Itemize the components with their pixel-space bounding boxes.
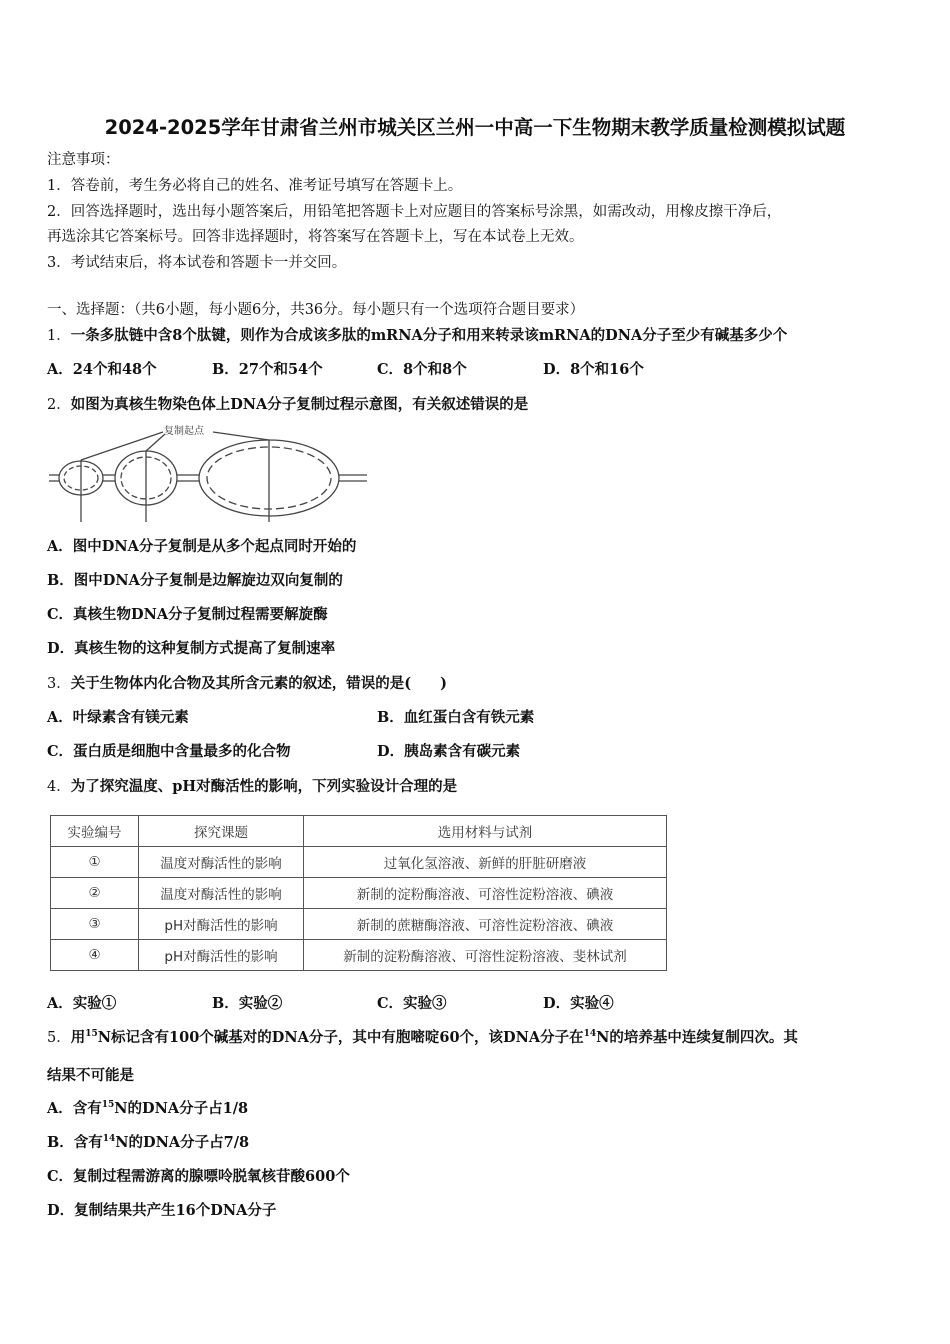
option-key: B．: [47, 572, 74, 589]
table-cell: 温度对酶活性的影响: [139, 847, 304, 878]
option-text: 胰岛素含有碳元素: [404, 743, 521, 760]
option-key: D．: [47, 1202, 75, 1219]
question-text: 如图为真核生物染色体上DNA分子复制过程示意图，有关叙述错误的是: [70, 396, 529, 413]
option-key: B．: [377, 709, 404, 726]
isotope-superscript: 15: [101, 1100, 115, 1110]
question-number: 3．: [47, 676, 71, 692]
q2-option-b[interactable]: [47, 571, 343, 591]
option-text: 24个和48个: [72, 361, 157, 378]
dna-replication-diagram: [47, 420, 377, 524]
table-header: 选用材料与试剂: [304, 816, 667, 847]
question-3-stem: [47, 674, 447, 694]
question-text: 一条多肽链中含8个肽键，则作为合成该多肽的mRNA分子和用来转录该mRNA的DNA分子至少有碱基多少个: [70, 327, 788, 344]
question-number: 2．: [47, 397, 71, 413]
question-number: 5．: [47, 1030, 71, 1046]
table-cell: pH对酶活性的影响: [139, 909, 304, 940]
table-cell: 新制的淀粉酶溶液、可溶性淀粉溶液、斐林试剂: [304, 940, 667, 971]
option-text: N的DNA分子占1/8: [114, 1100, 249, 1117]
q3-option-b[interactable]: [377, 708, 534, 728]
option-text: N的DNA分子占7/8: [115, 1134, 250, 1151]
q5-option-a[interactable]: [47, 1099, 248, 1119]
option-text: 27个和54个: [238, 361, 323, 378]
table-cell: ①: [51, 847, 139, 878]
table-header: 探究课题: [139, 816, 304, 847]
table-header: 实验编号: [51, 816, 139, 847]
table-cell: 新制的淀粉酶溶液、可溶性淀粉溶液、碘液: [304, 878, 667, 909]
option-key: C．: [47, 743, 74, 760]
option-text: 实验④: [570, 995, 614, 1012]
question-text: 为了探究温度、pH对酶活性的影响，下列实验设计合理的是: [70, 778, 458, 795]
option-key: D．: [543, 995, 571, 1012]
table-cell: ②: [51, 878, 139, 909]
table-cell: ④: [51, 940, 139, 971]
option-text: 含有: [72, 1100, 102, 1117]
option-text: 实验①: [72, 995, 117, 1012]
isotope-superscript: 14: [583, 1029, 597, 1039]
section-heading: 一、选择题：（共6小题，每小题6分，共36分。每小题只有一个选项符合题目要求）: [47, 302, 585, 318]
table-cell: pH对酶活性的影响: [139, 940, 304, 971]
option-key: A．: [47, 1100, 73, 1117]
option-text: 真核生物DNA分子复制过程需要解旋酶: [73, 606, 328, 623]
notice-item: 3．考试结束后，将本试卷和答题卡一并交回。: [47, 255, 347, 271]
notice-item: 1．答卷前，考生务必将自己的姓名、准考证号填写在答题卡上。: [47, 178, 463, 194]
question-text: 用: [70, 1029, 86, 1046]
page-title: 2024-2025学年甘肃省兰州市城关区兰州一中高一下生物期末教学质量检测模拟试题: [104, 116, 846, 139]
q1-option-b[interactable]: [212, 360, 323, 380]
table-cell: ③: [51, 909, 139, 940]
question-text: N标记含有100个碱基对的DNA分子，其中有胞嘧啶60个，该DNA分子在: [97, 1029, 584, 1046]
table-cell: 新制的蔗糖酶溶液、可溶性淀粉溶液、碘液: [304, 909, 667, 940]
option-key: C．: [377, 995, 404, 1012]
option-key: A．: [47, 361, 73, 378]
q3-option-c[interactable]: [47, 742, 291, 762]
q5-option-c[interactable]: [47, 1167, 350, 1187]
option-key: C．: [47, 1168, 74, 1185]
option-key: A．: [47, 995, 73, 1012]
table-header-row: [51, 816, 667, 847]
notice-item: 2．回答选择题时，选出每小题答案后，用铅笔把答题卡上对应题目的答案标号涂黑，如需改动，用橡皮擦干净后，: [47, 204, 782, 220]
option-text: 真核生物的这种复制方式提高了复制速率: [74, 640, 336, 657]
table-row: [51, 878, 667, 909]
option-text: 复制过程需游离的腺嘌呤脱氧核苷酸600个: [73, 1168, 350, 1185]
option-text: 8个和8个: [403, 361, 467, 378]
question-text: 关于生物体内化合物及其所含元素的叙述，错误的是( ): [70, 675, 447, 692]
q1-option-a[interactable]: [47, 360, 157, 380]
isotope-superscript: 14: [102, 1134, 116, 1144]
question-number: 4．: [47, 779, 71, 795]
question-4-stem: [47, 777, 457, 797]
q2-option-c[interactable]: [47, 605, 328, 625]
q3-option-a[interactable]: [47, 708, 189, 728]
q3-option-d[interactable]: [377, 742, 520, 762]
question-text: N的培养基中连续复制四次。其: [596, 1029, 798, 1046]
q2-option-d[interactable]: [47, 639, 335, 659]
option-text: 含有: [73, 1134, 103, 1151]
experiment-table: [50, 815, 667, 971]
notice-item: 再选涂其它答案标号。回答非选择题时，将答案写在答题卡上，写在本试卷上无效。: [47, 229, 584, 245]
option-text: 血红蛋白含有铁元素: [403, 709, 535, 726]
table-cell: 温度对酶活性的影响: [139, 878, 304, 909]
option-key: C．: [377, 361, 404, 378]
question-number: 1．: [47, 328, 71, 344]
q5-option-d[interactable]: [47, 1201, 276, 1221]
isotope-superscript: 15: [85, 1029, 98, 1039]
option-key: A．: [47, 709, 73, 726]
option-text: 实验②: [238, 995, 283, 1012]
option-text: 蛋白质是细胞中含量最多的化合物: [73, 743, 291, 760]
q1-option-d[interactable]: [543, 360, 644, 380]
question-5-stem: [47, 1028, 798, 1048]
option-key: B．: [212, 361, 239, 378]
option-key: D．: [47, 640, 75, 657]
option-key: B．: [212, 995, 239, 1012]
table-cell: 过氧化氢溶液、新鲜的肝脏研磨液: [304, 847, 667, 878]
q5-option-b[interactable]: [47, 1133, 249, 1153]
q2-option-a[interactable]: [47, 537, 356, 557]
question-5-stem-continued: 结果不可能是: [47, 1067, 134, 1084]
q4-option-b[interactable]: [212, 994, 282, 1014]
option-text: 叶绿素含有镁元素: [72, 709, 189, 726]
option-key: A．: [47, 538, 73, 555]
option-text: 8个和16个: [570, 361, 644, 378]
q4-option-d[interactable]: [543, 994, 614, 1014]
option-text: 实验③: [403, 995, 447, 1012]
option-key: D．: [377, 743, 405, 760]
table-row: [51, 909, 667, 940]
origin-label: 复制起点: [164, 426, 204, 437]
option-text: 图中DNA分子复制是边解旋边双向复制的: [73, 572, 343, 589]
table-row: [51, 847, 667, 878]
question-1-stem: [47, 326, 787, 346]
q1-option-c[interactable]: [377, 360, 467, 380]
option-key: B．: [47, 1134, 74, 1151]
question-2-stem: [47, 395, 528, 415]
notice-heading: 注意事项：: [47, 152, 120, 168]
table-row: [51, 940, 667, 971]
q4-option-a[interactable]: [47, 994, 116, 1014]
option-text: 图中DNA分子复制是从多个起点同时开始的: [72, 538, 357, 555]
option-key: C．: [47, 606, 74, 623]
option-key: D．: [543, 361, 571, 378]
option-text: 复制结果共产生16个DNA分子: [74, 1202, 277, 1219]
q4-option-c[interactable]: [377, 994, 447, 1014]
